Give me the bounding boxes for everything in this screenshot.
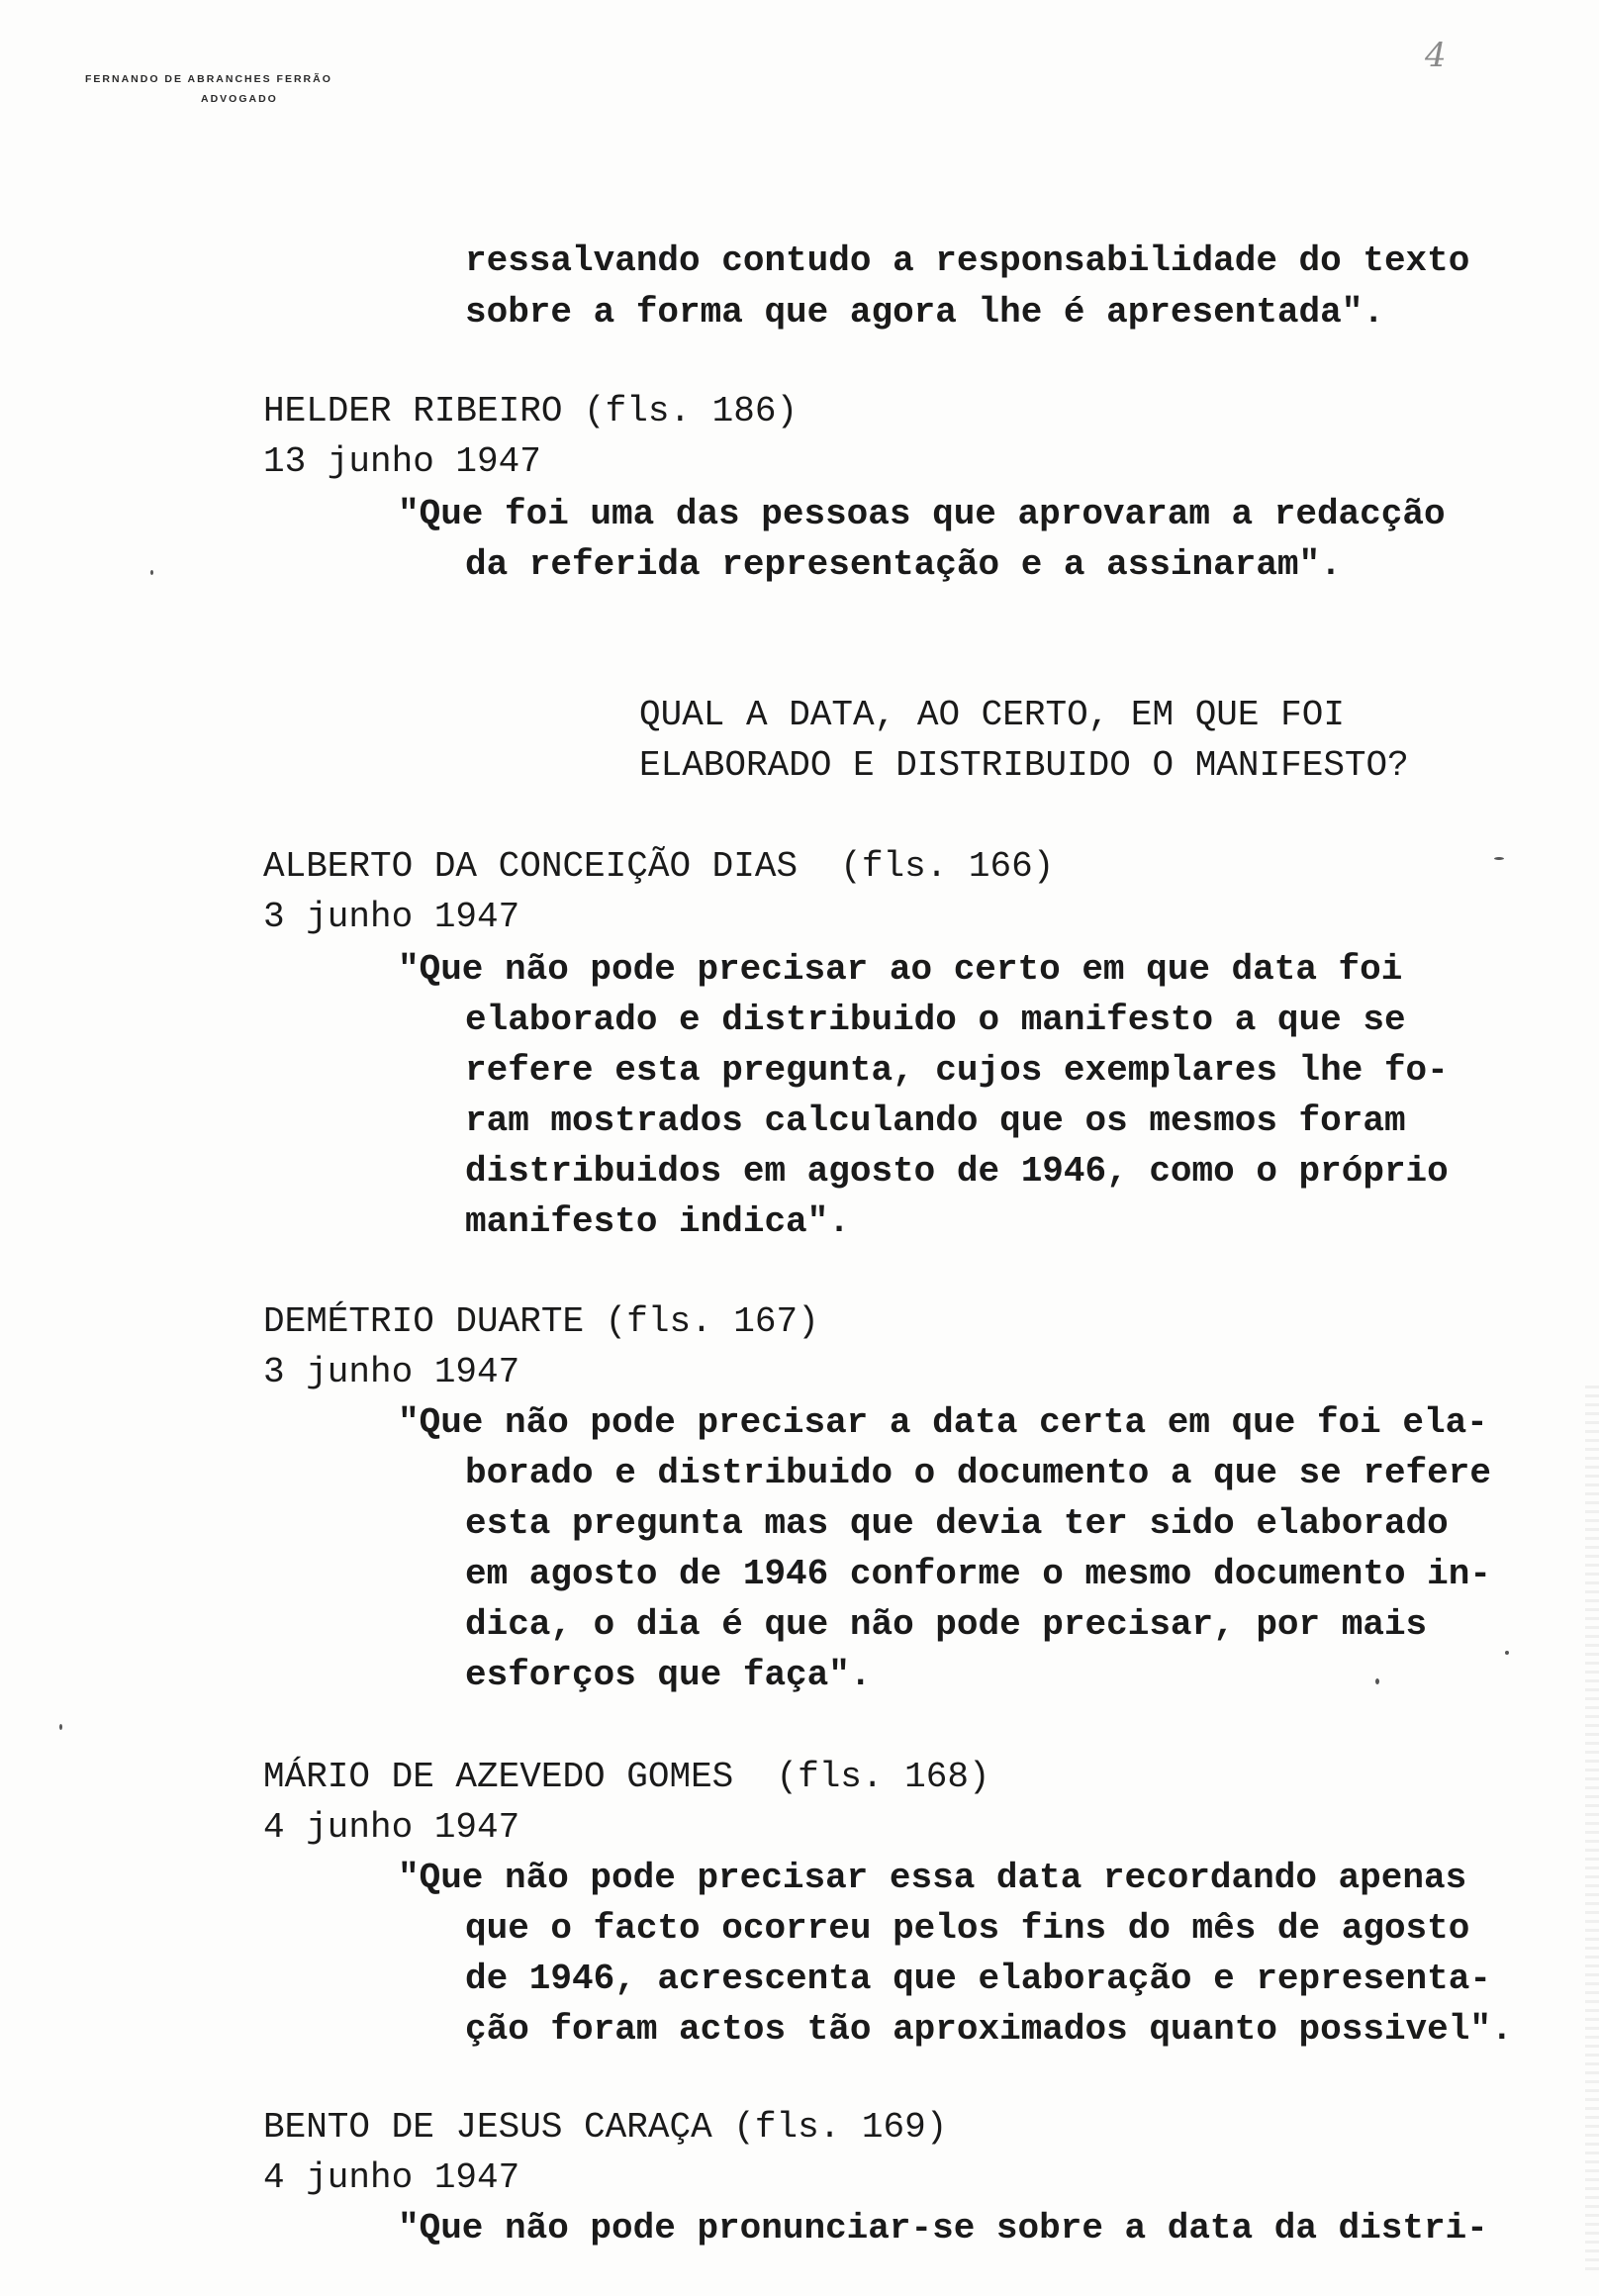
letterhead-title: ADVOGADO [201,93,278,105]
testimony-quote-line: ram mostrados calculando que os mesmos foram [465,1100,1406,1141]
testimony-quote-line: "Que não pode precisar a data certa em que foi ela- [398,1402,1488,1443]
testimony-quote-line: esforços que faça". [465,1655,872,1695]
testimony-date: 4 junho 1947 [263,1807,520,1848]
testimony-date: 3 junho 1947 [263,1352,520,1392]
testimony-quote-line: da referida representação e a assinaram". [465,544,1342,585]
witness-name: ALBERTO DA CONCEIÇÃO DIAS (fls. 166) [263,846,1055,887]
testimony-quote-line: borado e distribuido o documento a que se refere [465,1453,1491,1493]
witness-name: MÁRIO DE AZEVEDO GOMES (fls. 168) [263,1757,990,1797]
testimony-quote-line: manifesto indica". [465,1201,850,1242]
page-number: 4 [1425,36,1447,75]
testimony-quote-line: de 1946, acrescenta que elaboração e representa- [465,1959,1491,1999]
testimony-date: 13 junho 1947 [263,441,541,482]
scan-speck [59,1724,62,1730]
testimony-quote-line: dica, o dia é que não pode precisar, por mais [465,1604,1428,1645]
testimony-quote-line: "Que não pode precisar essa data recordando apenas [398,1858,1467,1898]
testimony-quote-line: "Que foi uma das pessoas que aprovaram a redacção [398,494,1446,534]
continuation-line: ressalvando contudo a responsabilidade do texto [465,240,1470,281]
scan-speck [1494,857,1504,860]
section-heading-line: QUAL A DATA, AO CERTO, EM QUE FOI [639,695,1345,735]
letterhead [85,73,332,105]
testimony-quote-line: ção foram actos tão aproximados quanto possivel". [465,2009,1513,2050]
testimony-quote-line: refere esta pregunta, cujos exemplares lhe fo- [465,1050,1449,1091]
scan-speck [150,570,153,575]
testimony-quote-line: esta pregunta mas que devia ter sido elaborado [465,1503,1449,1544]
scan-edge-noise [1585,1386,1599,2276]
testimony-quote-line: distribuidos em agosto de 1946, como o próprio [465,1151,1449,1192]
testimony-quote-line: "Que não pode precisar ao certo em que data foi [398,949,1403,990]
testimony-date: 4 junho 1947 [263,2157,520,2198]
testimony-date: 3 junho 1947 [263,897,520,937]
testimony-quote-line: que o facto ocorreu pelos fins do mês de agosto [465,1908,1470,1949]
testimony-quote-line: em agosto de 1946 conforme o mesmo documento in- [465,1554,1491,1594]
scan-speck [1505,1651,1509,1655]
witness-name: DEMÉTRIO DUARTE (fls. 167) [263,1301,819,1342]
continuation-line: sobre a forma que agora lhe é apresentada". [465,292,1384,333]
section-heading-line: ELABORADO E DISTRIBUIDO O MANIFESTO? [639,745,1409,786]
testimony-quote-line: "Que não pode pronunciar-se sobre a data da distri- [398,2208,1488,2248]
witness-name: BENTO DE JESUS CARAÇA (fls. 169) [263,2107,948,2148]
testimony-quote-line: elaborado e distribuido o manifesto a que se [465,1000,1406,1040]
scan-speck [1375,1678,1379,1684]
witness-name: HELDER RIBEIRO (fls. 186) [263,391,799,431]
letterhead-name: FERNANDO DE ABRANCHES FERRÃO [85,73,332,85]
